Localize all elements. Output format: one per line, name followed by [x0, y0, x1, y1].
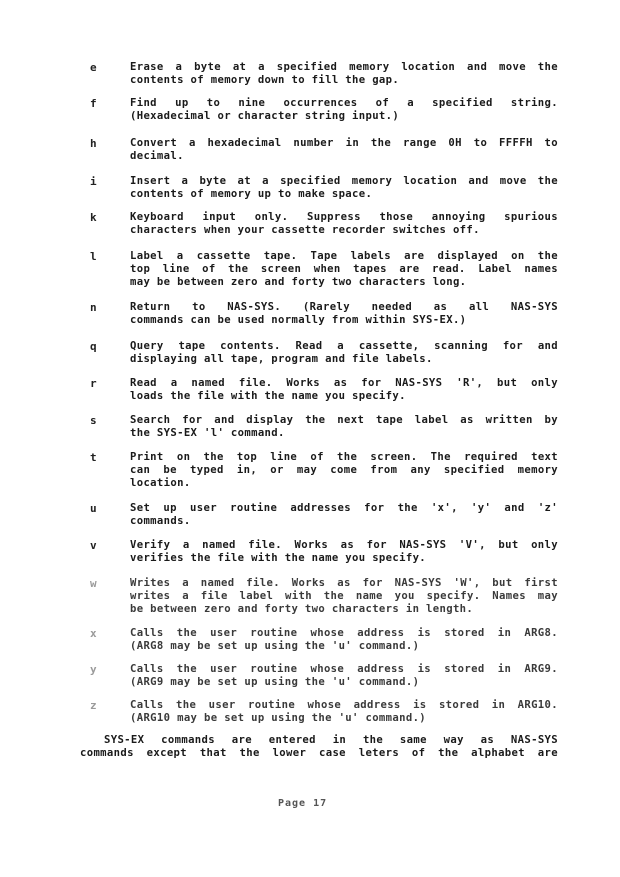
- description-line: decimal.: [130, 150, 184, 162]
- command-description: [130, 699, 558, 725]
- description-line: Convert a hexadecimal number in the range 0H to FFFFH to: [130, 137, 558, 149]
- paragraph-line: SYS-EX commands are entered in the same way as NAS-SYS: [104, 734, 558, 746]
- page-number: Page 17: [278, 798, 328, 809]
- command-key: e: [90, 61, 97, 74]
- command-description: [130, 377, 558, 403]
- command-key: x: [90, 627, 97, 640]
- command-description: [130, 539, 558, 565]
- command-description: [130, 97, 558, 123]
- command-description: [130, 340, 558, 366]
- description-line: Calls the user routine whose address is stored in ARG10.: [130, 699, 558, 711]
- description-line: Keyboard input only. Suppress those annoying spurious: [130, 211, 558, 223]
- description-line: Calls the user routine whose address is stored in ARG9.: [130, 663, 558, 675]
- description-line: commands.: [130, 515, 191, 527]
- command-description: [130, 627, 558, 653]
- description-line: (ARG9 may be set up using the 'u' command.): [130, 676, 420, 688]
- command-description: [130, 61, 558, 87]
- description-line: loads the file with the name you specify.: [130, 390, 406, 402]
- command-description: [130, 414, 558, 440]
- description-line: may be between zero and forty two characters long.: [130, 276, 467, 288]
- command-description: [130, 301, 558, 327]
- command-key: t: [90, 451, 97, 464]
- description-line: characters when your cassette recorder switches off.: [130, 224, 480, 236]
- command-key: w: [90, 577, 97, 590]
- description-line: Set up user routine addresses for the 'x', 'y' and 'z': [130, 502, 558, 514]
- description-line: commands can be used normally from within SYS-EX.): [130, 314, 467, 326]
- description-line: verifies the file with the name you specify.: [130, 552, 427, 564]
- description-line: Insert a byte at a specified memory location and move the: [130, 175, 558, 187]
- command-key: z: [90, 699, 97, 712]
- command-key: n: [90, 301, 97, 314]
- command-description: [130, 137, 558, 163]
- description-line: be between zero and forty two characters in length.: [130, 603, 474, 615]
- description-line: Find up to nine occurrences of a specified string.: [130, 97, 558, 109]
- description-line: top line of the screen when tapes are read. Label names: [130, 263, 558, 275]
- command-description: [130, 663, 558, 689]
- command-key: y: [90, 663, 97, 676]
- command-description: [130, 577, 558, 616]
- command-description: [130, 250, 558, 289]
- description-line: Query tape contents. Read a cassette, scanning for and: [130, 340, 558, 352]
- description-line: can be typed in, or may come from any specified memory: [130, 464, 558, 476]
- closing-paragraph: [80, 734, 558, 760]
- description-line: Verify a named file. Works as for NAS-SYS 'V', but only: [130, 539, 558, 551]
- description-line: writes a file label with the name you specify. Names may: [130, 590, 558, 602]
- description-line: location.: [130, 477, 191, 489]
- description-line: displaying all tape, program and file labels.: [130, 353, 433, 365]
- description-line: (ARG10 may be set up using the 'u' command.): [130, 712, 427, 724]
- command-description: [130, 175, 558, 201]
- description-line: Writes a named file. Works as for NAS-SYS 'W', but first: [130, 577, 558, 589]
- paragraph-line: commands except that the lower case leters of the alphabet are: [80, 747, 558, 759]
- description-line: (ARG8 may be set up using the 'u' command.): [130, 640, 420, 652]
- description-line: Erase a byte at a specified memory location and move the: [130, 61, 558, 73]
- description-line: (Hexadecimal or character string input.): [130, 110, 400, 122]
- description-line: Search for and display the next tape label as written by: [130, 414, 558, 426]
- command-key: l: [90, 250, 97, 263]
- description-line: Calls the user routine whose address is stored in ARG8.: [130, 627, 558, 639]
- description-line: Print on the top line of the screen. The required text: [130, 451, 558, 463]
- command-key: s: [90, 414, 97, 427]
- description-line: Return to NAS-SYS. (Rarely needed as all NAS-SYS: [130, 301, 558, 313]
- command-key: h: [90, 137, 97, 150]
- command-description: [130, 211, 558, 237]
- command-key: k: [90, 211, 97, 224]
- command-key: f: [90, 97, 97, 110]
- description-line: contents of memory down to fill the gap.: [130, 74, 400, 86]
- description-line: the SYS-EX 'l' command.: [130, 427, 285, 439]
- command-key: q: [90, 340, 97, 353]
- command-key: r: [90, 377, 97, 390]
- command-description: [130, 451, 558, 490]
- description-line: Label a cassette tape. Tape labels are displayed on the: [130, 250, 558, 262]
- command-key: i: [90, 175, 97, 188]
- command-key: u: [90, 502, 97, 515]
- description-line: contents of memory up to make space.: [130, 188, 373, 200]
- description-line: Read a named file. Works as for NAS-SYS 'R', but only: [130, 377, 558, 389]
- command-description: [130, 502, 558, 528]
- command-key: v: [90, 539, 97, 552]
